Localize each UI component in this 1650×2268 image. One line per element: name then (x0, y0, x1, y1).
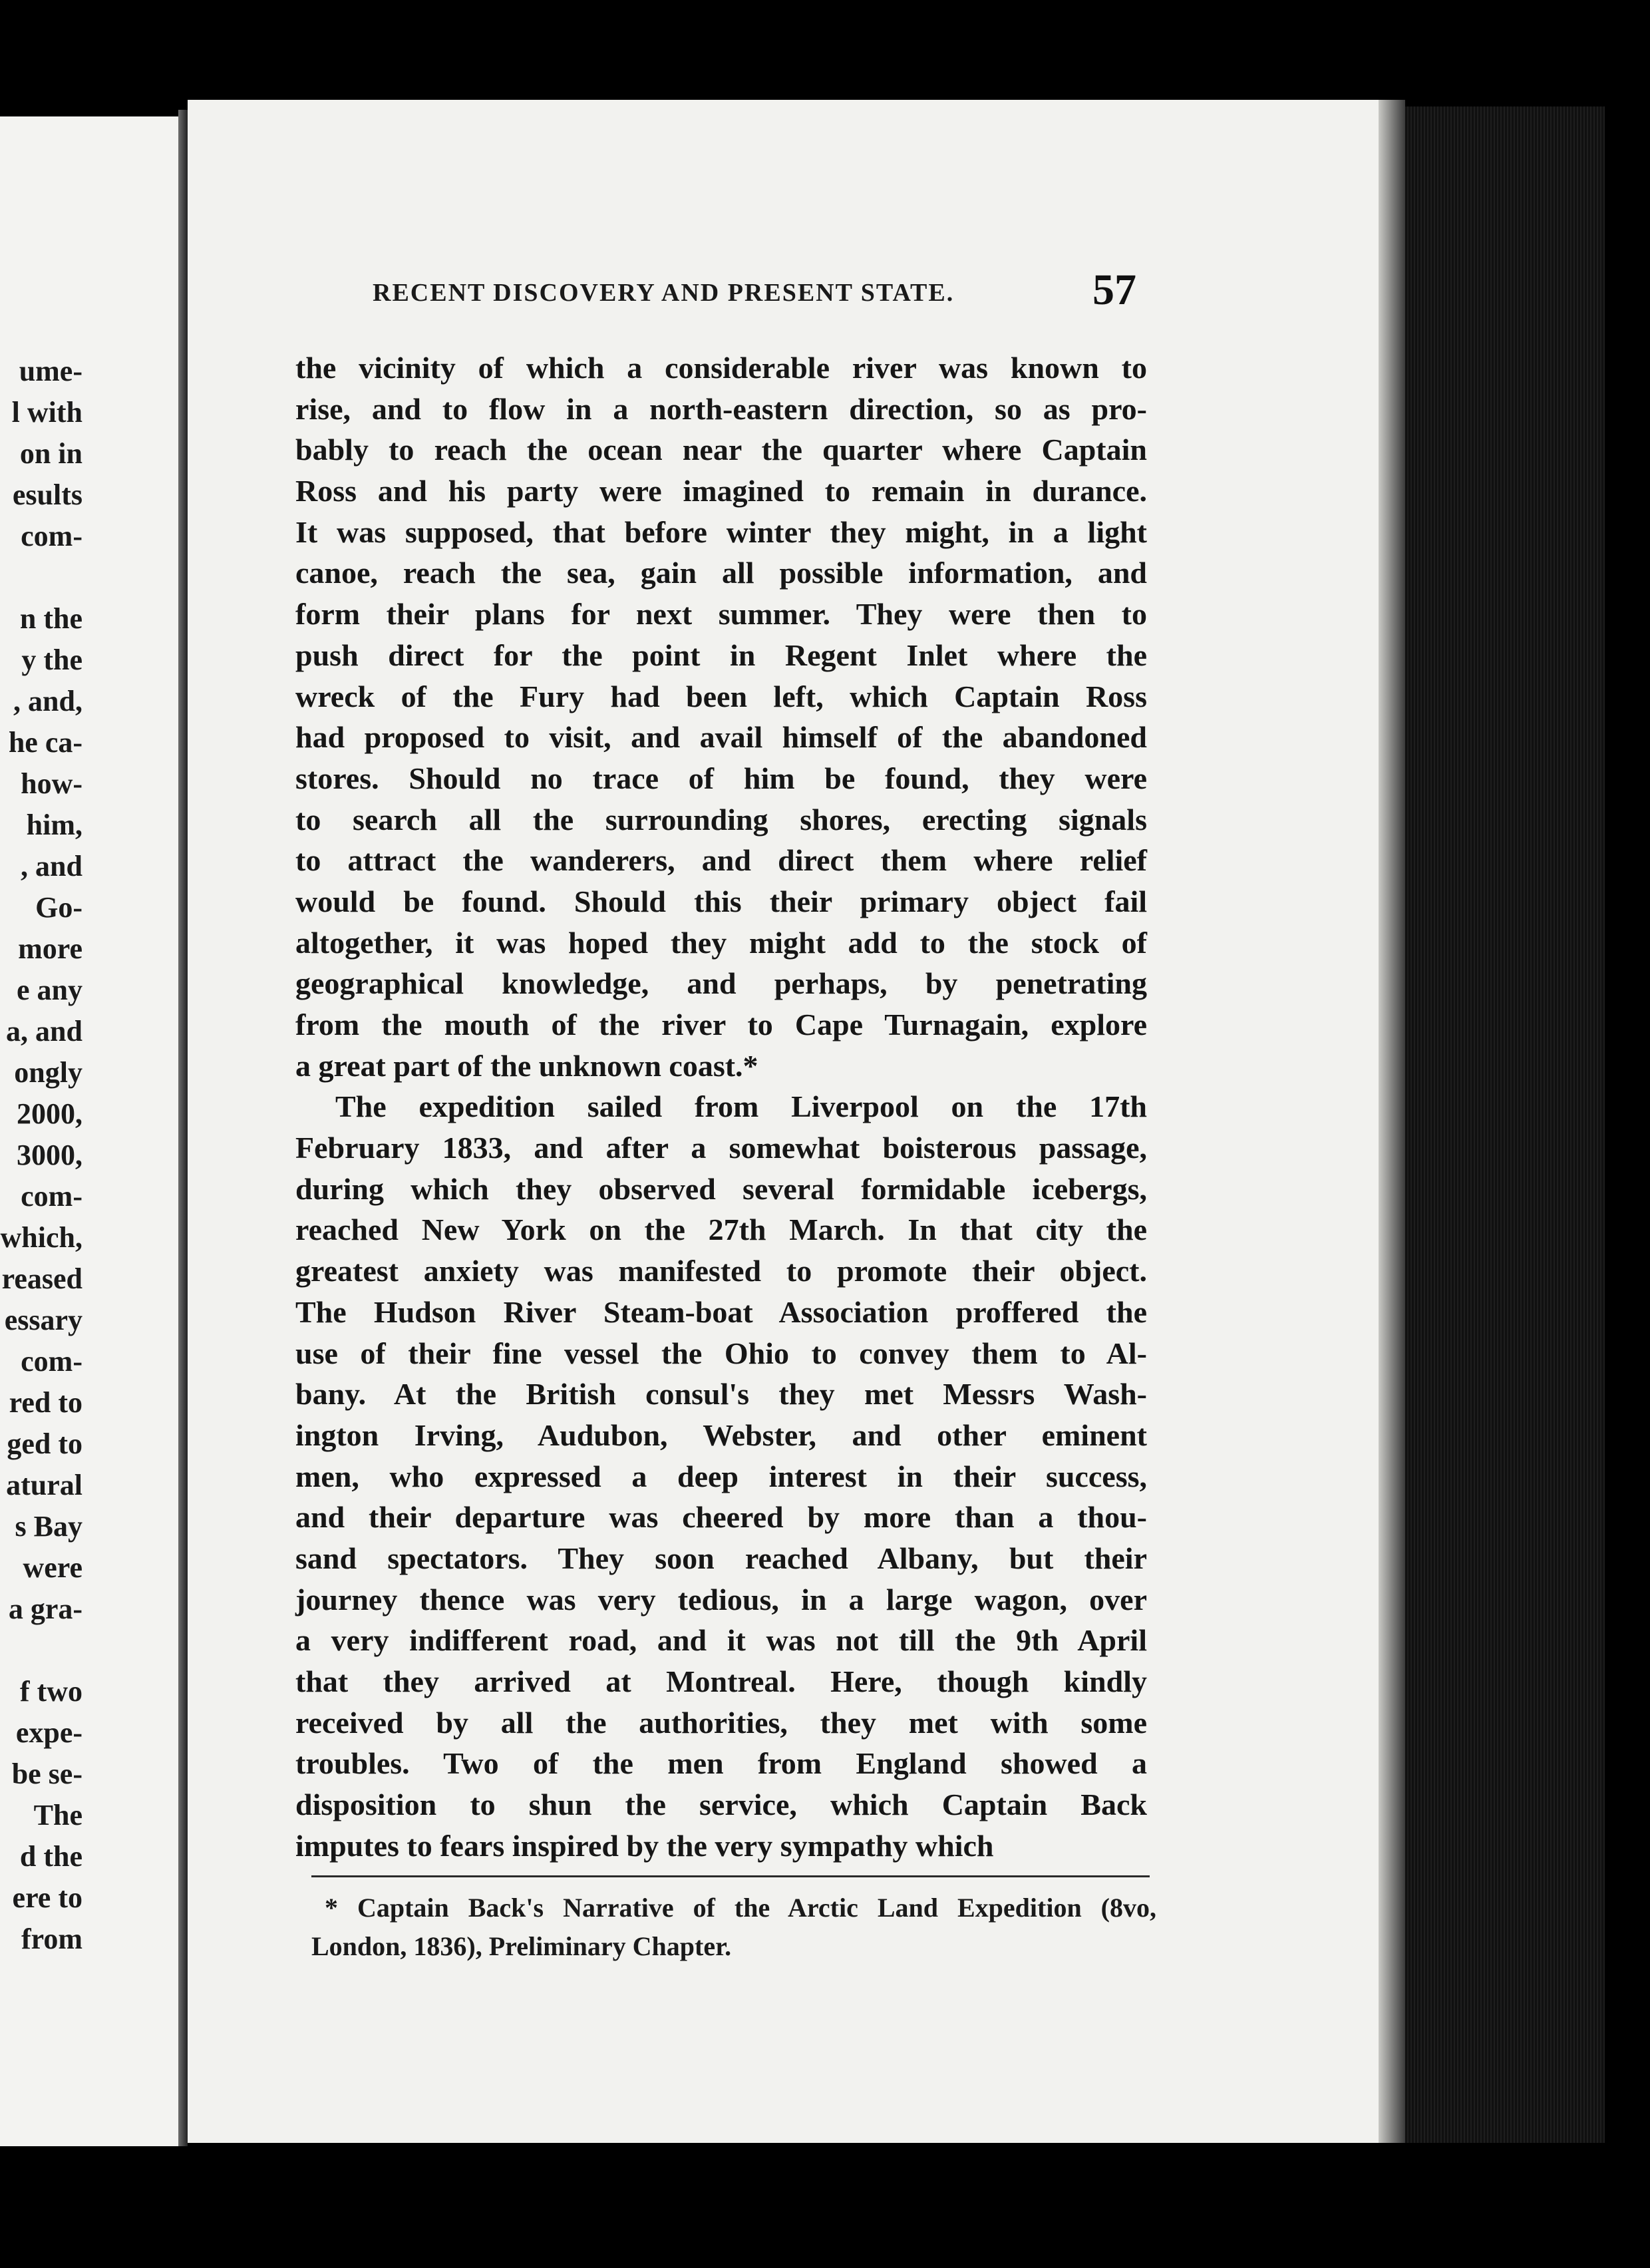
left-page-line: e any (17, 974, 82, 1006)
left-page-line: a gra- (8, 1593, 82, 1625)
left-page-line: from (21, 1923, 82, 1955)
page-number: 57 (1092, 266, 1136, 314)
body-line: received by all the authorities, they met with some (295, 1705, 1147, 1740)
left-page-line: essary (4, 1304, 82, 1336)
footnote-rule (311, 1875, 1150, 1877)
body-line: use of their fine vessel the Ohio to convey them to Al- (295, 1336, 1147, 1370)
left-page-line (0, 1630, 178, 1671)
body-line: February 1833, and after a somewhat boisterous passage, (295, 1131, 1147, 1165)
body-line: rise, and to flow in a north-eastern direction, so as pro- (295, 391, 1147, 426)
body-line: The Hudson River Steam-boat Association proffered the (295, 1294, 1147, 1329)
left-page-line: ongly (14, 1056, 82, 1089)
body-line: bably to reach the ocean near the quarter where Captain (295, 433, 1147, 467)
body-line: and their departure was cheered by more than a thou- (295, 1500, 1147, 1535)
left-page-line: com- (21, 1180, 82, 1213)
body-line: to attract the wanderers, and direct them where relief (295, 843, 1147, 878)
body-line: disposition to shun the service, which Captain Back (295, 1788, 1147, 1822)
left-page-line (0, 557, 178, 598)
body-line: altogether, it was hoped they might add to the stock of (295, 925, 1147, 960)
body-line: reached New York on the 27th March. In that city the (295, 1213, 1147, 1247)
left-page-line: , and (21, 850, 82, 882)
body-line: had proposed to visit, and avail himself of the abandoned (295, 720, 1147, 755)
body-line: wreck of the Fury had been left, which Captain Ross (295, 679, 1147, 713)
left-page-line: 2000, (17, 1097, 82, 1130)
body-line: ington Irving, Audubon, Webster, and other eminent (295, 1418, 1147, 1452)
left-page-line: reased (1, 1262, 82, 1295)
body-line: from the mouth of the river to Cape Turnagain, explore (295, 1008, 1147, 1041)
body-line: journey thence was very tedious, in a large wagon, over (295, 1582, 1147, 1616)
left-page-line: com- (21, 1345, 82, 1378)
body-line: imputes to fears inspired by the very sympathy which (295, 1828, 994, 1863)
left-page-line: ged to (7, 1427, 82, 1460)
body-line: the vicinity of which a considerable river was known to (295, 351, 1147, 385)
body-line: It was supposed, that before winter they might, in a light (295, 514, 1147, 549)
footnote-line: * Captain Back's Narrative of the Arctic Land Expedition (8vo, (325, 1893, 1156, 1923)
body-text (295, 347, 1147, 1866)
left-page-line: com- (21, 520, 82, 552)
left-page-line: were (23, 1551, 82, 1584)
left-page-line: which, (0, 1221, 82, 1254)
left-page-line: Go- (35, 891, 82, 924)
running-head: RECENT DISCOVERY AND PRESENT STATE. (373, 279, 955, 307)
left-facing-page (0, 116, 178, 2146)
left-page-line: atural (6, 1469, 82, 1501)
left-page-line: him, (26, 809, 82, 841)
left-page-line: a, and (6, 1015, 82, 1047)
left-page-line: expe- (15, 1716, 82, 1749)
body-line: during which they observed several formidable icebergs, (295, 1171, 1147, 1206)
left-page-line: 3000, (17, 1139, 82, 1171)
body-line: would be found. Should this their primary object fail (295, 884, 1147, 918)
body-line: a great part of the unknown coast.* (295, 1048, 758, 1083)
footnote-line: London, 1836), Preliminary Chapter. (311, 1931, 732, 1961)
body-line: form their plans for next summer. They were then to (295, 597, 1147, 632)
body-line: stores. Should no trace of him be found, they were (295, 761, 1147, 795)
book-fore-edge (1405, 106, 1605, 2143)
left-page-line: ume- (19, 355, 82, 387)
left-page-line: The (33, 1799, 82, 1831)
left-page-text (0, 351, 178, 1960)
body-line: a very indifferent road, and it was not till the 9th April (295, 1623, 1147, 1658)
left-page-line: esults (12, 478, 82, 511)
book-gutter (178, 110, 188, 2146)
body-line: that they arrived at Montreal. Here, though kindly (295, 1664, 1147, 1698)
body-line: push direct for the point in Regent Inlet where the (295, 638, 1147, 672)
left-page-line: y the (21, 644, 82, 676)
left-page-line: ere to (12, 1881, 82, 1914)
left-page-line: on in (19, 437, 82, 470)
body-line: bany. At the British consul's they met Messrs Wash- (295, 1377, 1147, 1412)
body-line: canoe, reach the sea, gain all possible information, and (295, 556, 1147, 590)
body-line: to search all the surrounding shores, erecting signals (295, 802, 1147, 837)
page-edge-shadow (1379, 100, 1405, 2143)
body-line: sand spectators. They soon reached Albany, but their (295, 1541, 1147, 1575)
left-page-line: l with (11, 396, 82, 429)
left-page-line: he ca- (8, 726, 82, 759)
left-page-line: d the (19, 1840, 82, 1873)
body-line: geographical knowledge, and perhaps, by penetrating (295, 966, 1147, 1001)
body-line: Ross and his party were imagined to remain in durance. (295, 474, 1147, 508)
body-line: troubles. Two of the men from England showed a (295, 1746, 1147, 1781)
left-page-line: be se- (11, 1758, 82, 1790)
left-page-line: red to (9, 1386, 82, 1419)
body-line: men, who expressed a deep interest in their success, (295, 1459, 1147, 1493)
body-line: The expedition sailed from Liverpool on the 17th (335, 1089, 1147, 1124)
left-page-line: f two (19, 1675, 82, 1708)
left-page-line: how- (21, 767, 82, 800)
body-line: greatest anxiety was manifested to promote their object. (295, 1254, 1147, 1288)
left-page-line: more (18, 932, 82, 965)
left-page-line: , and, (13, 685, 82, 717)
left-page-line: n the (19, 602, 82, 635)
left-page-line: s Bay (15, 1510, 82, 1543)
footnote (311, 1889, 1156, 1966)
